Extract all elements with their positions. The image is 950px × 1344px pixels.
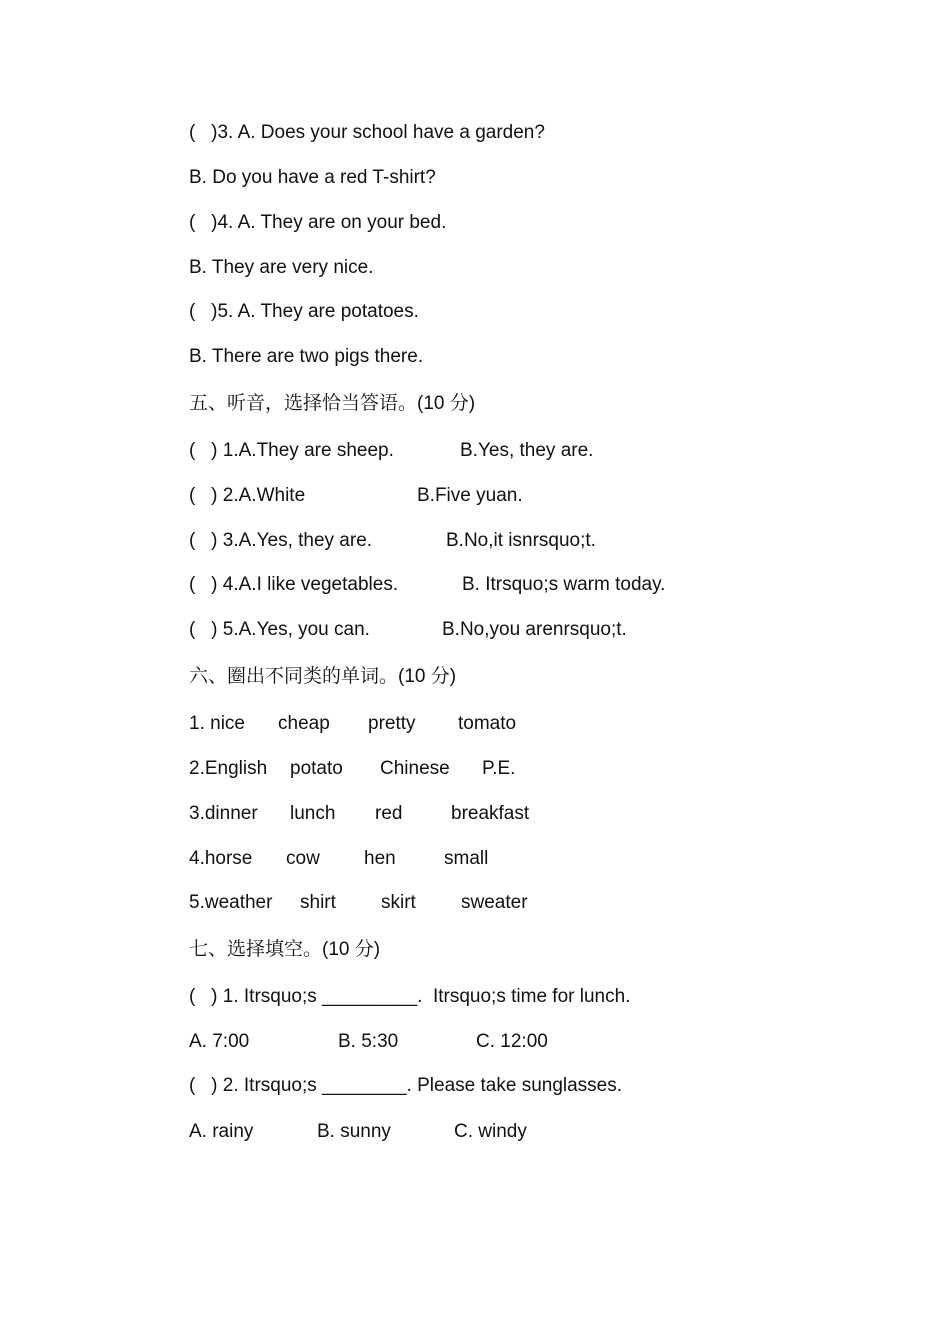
section-heading-7 (189, 937, 380, 962)
word: breakfast (451, 803, 530, 824)
word: sweater (461, 892, 528, 913)
section-points: (10 分) (322, 939, 381, 960)
option: B. sunny (317, 1121, 391, 1142)
section-title: 七、选择填空。 (189, 938, 323, 960)
word: tomato (458, 713, 517, 734)
word: P.E. (482, 758, 516, 779)
question-line: ( )4. A. They are on your bed. (189, 212, 447, 233)
option-line: B. They are very nice. (189, 257, 374, 278)
answer-option-a: ( ) 3.A.Yes, they are. (189, 530, 373, 551)
word: cheap (278, 713, 330, 734)
word: lunch (290, 803, 336, 824)
answer-option-b: B.Yes, they are. (460, 440, 594, 461)
answer-option-a: ( ) 1.A.They are sheep. (189, 440, 394, 461)
word: 4.horse (189, 848, 253, 869)
answer-option-b: B. Itrsquo;s warm today. (462, 574, 666, 595)
word: 5.weather (189, 892, 273, 913)
option: A. rainy (189, 1121, 254, 1142)
word: small (444, 848, 489, 869)
answer-option-a: ( ) 5.A.Yes, you can. (189, 619, 370, 640)
answer-option-b: B.No,you arenrsquo;t. (442, 619, 627, 640)
answer-option-b: B.Five yuan. (417, 485, 523, 506)
option-line: B. Do you have a red T-shirt? (189, 167, 436, 188)
option: B. 5:30 (338, 1031, 399, 1052)
answer-option-a: ( ) 2.A.White (189, 485, 306, 506)
question-line: ( )5. A. They are potatoes. (189, 301, 419, 322)
option-line: B. There are two pigs there. (189, 346, 424, 367)
option: A. 7:00 (189, 1031, 250, 1052)
section-heading-6 (189, 664, 456, 689)
word: Chinese (380, 758, 450, 779)
word: potato (290, 758, 343, 779)
option: C. windy (454, 1121, 527, 1142)
section-title: 五、听音，选择恰当答语。 (189, 392, 418, 414)
word: 2.English (189, 758, 268, 779)
question-line: ( )3. A. Does your school have a garden? (189, 122, 545, 143)
section-points: (10 分) (398, 666, 457, 687)
word: red (375, 803, 403, 824)
word: skirt (381, 892, 416, 913)
answer-option-a: ( ) 4.A.I like vegetables. (189, 574, 399, 595)
word: 3.dinner (189, 803, 258, 824)
word: hen (364, 848, 396, 869)
answer-option-b: B.No,it isnrsquo;t. (446, 530, 596, 551)
section-heading-5 (189, 391, 475, 416)
question-line: ( ) 2. Itrsquo;s ________. Please take sunglasses. (189, 1075, 623, 1096)
section-points: (10 分) (417, 393, 476, 414)
section-title: 六、圈出不同类的单词。 (189, 665, 399, 687)
word: 1. nice (189, 713, 245, 734)
word: pretty (368, 713, 416, 734)
word: cow (286, 848, 320, 869)
word: shirt (300, 892, 336, 913)
question-line: ( ) 1. Itrsquo;s _________. Itrsquo;s time for lunch. (189, 986, 631, 1007)
option: C. 12:00 (476, 1031, 548, 1052)
